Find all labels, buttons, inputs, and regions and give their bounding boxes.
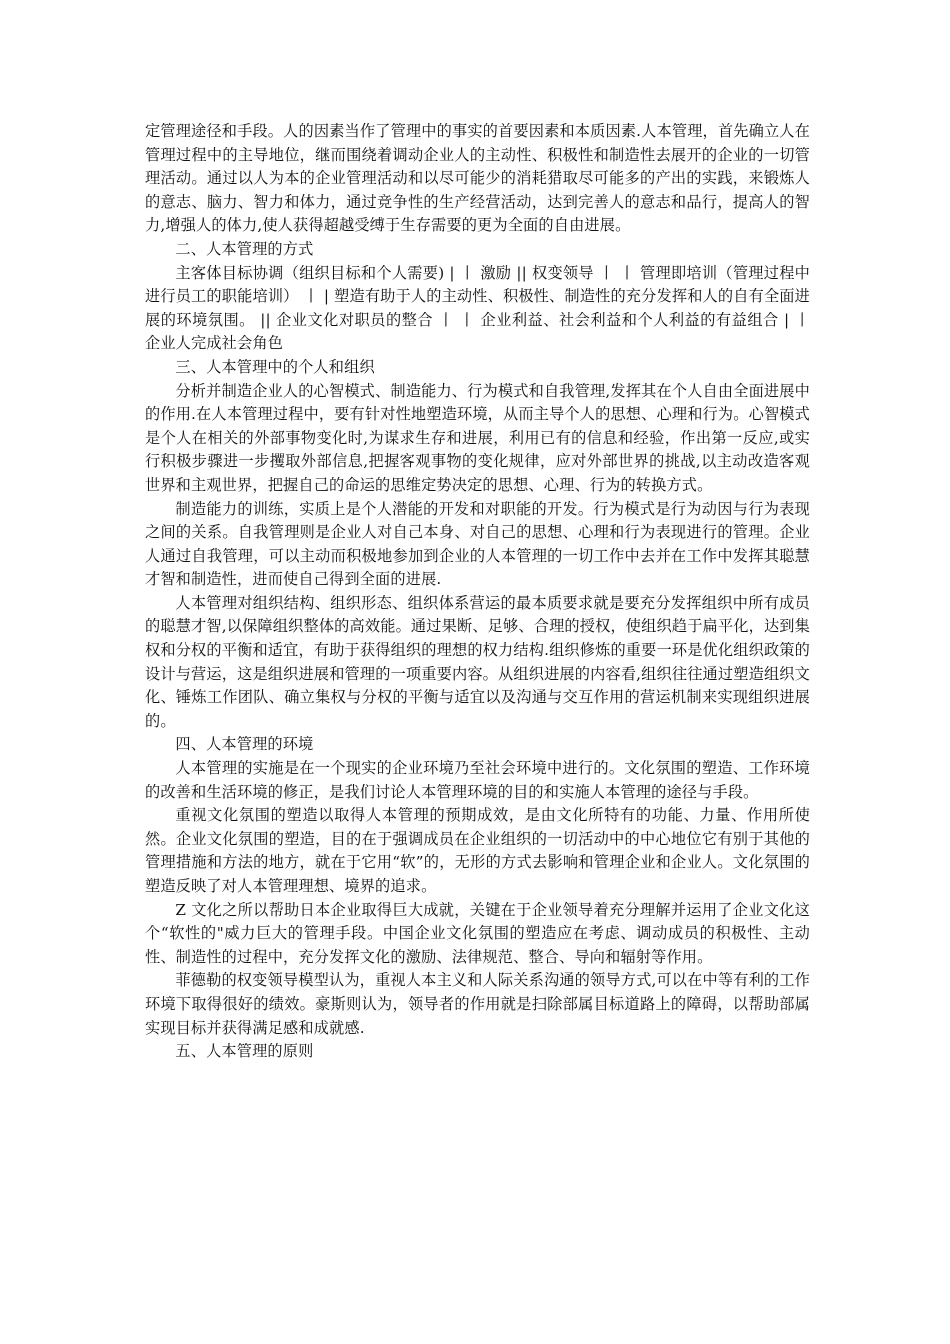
body-paragraph: 人本管理对组织结构、组织形态、组织体系营运的最本质要求就是要充分发挥组织中所有成员的聪慧才智,以保障组织整体的高效能。通过果断、足够、合理的授权，使组织趋于扁平化，达到集权和分权的平衡和适宜，有助于获得组织的理想的权力结构.组织修炼的重要一环是优化组织政策的设计与营运，这是组织进展和管理的一项重要内容。从组织进展的内容看,组织往往通过塑造组织文化、锤炼工作团队、确立集权与分权的平衡与适宜以及沟通与交互作用的营运机制来实现组织进展的。: [145, 593, 810, 730]
body-paragraph: 重视文化氛围的塑造以取得人本管理的预期成效，是由文化所特有的功能、力量、作用所使然。企业文化氛围的塑造，目的在于强调成员在企业组织的一切活动中的中心地位它有别于其他的管理措施和方法的地方，就在于它用“软”的，无形的方式去影响和管理企业和企业人。文化氛围的塑造反映了对人本管理理想、境界的追求。: [145, 806, 810, 895]
body-paragraph: 人本管理的实施是在一个现实的企业环境乃至社会环境中进行的。文化氛围的塑造、工作环境的改善和生活环境的修正，是我们讨论人本管理环境的目的和实施人本管理的途径与手段。: [145, 759, 810, 801]
section-heading: 四、人本管理的环境: [175, 735, 314, 754]
section-heading: 二、人本管理的方式: [175, 239, 314, 258]
body-paragraph: 定管理途径和手段。人的因素当作了管理中的事实的首要因素和本质因素.人本管理，首先确立人在管理过程中的主导地位，继而围绕着调动企业人的主动性、积极性和制造性去展开的企业的一切管理活动。通过以人为本的企业管理活动和以尽可能少的消耗猎取尽可能多的产出的实践，来锻炼人的意志、脑力、智力和体力，通过竞争性的生产经营活动，达到完善人的意志和品行，提高人的智力,增强人的体力,使人获得超越受缚于生存需要的更为全面的自由进展。: [145, 122, 810, 235]
body-paragraph: 菲德勒的权变领导模型认为，重视人本主义和人际关系沟通的领导方式,可以在中等有利的工作环境下取得很好的绩效。豪斯则认为，领导者的作用就是扫除部属目标道路上的障碍，以帮助部属实现目标并获得满足感和成就感.: [145, 971, 810, 1037]
document-body: [145, 120, 810, 1064]
body-paragraph: 主客体目标协调（组织目标和个人需要) | 丨 激励 || 权变领导 丨 丨 管理即培训（管理过程中进行员工的职能培训） 丨 | 塑造有助于人的主动性、积极性、制造性的充分发挥和人的自有全面进展的环境氛围。 || 企业文化对职员的整合 丨 丨 企业利益、社会利益和个人利益的有益组合 | 丨 企业人完成社会角色: [145, 263, 810, 353]
body-paragraph: 制造能力的训练，实质上是个人潜能的开发和对职能的开发。行为模式是行为动因与行为表现之间的关系。自我管理则是企业人对自己本身、对自己的思想、心理和行为表现进行的管理。企业人通过自我管理，可以主动而积极地参加到企业的人本管理的一切工作中去并在工作中发挥其聪慧才智和制造性，进而使自己得到全面的进展.: [145, 499, 810, 589]
section-heading: 五、人本管理的原则: [175, 1042, 314, 1061]
body-paragraph: Z 文化之所以帮助日本企业取得巨大成就，关键在于企业领导着充分理解并运用了企业文化这个“软性的"威力巨大的管理手段。中国企业文化氛围的塑造应在考虑、调动成员的积极性、主动性、制造性的过程中，充分发挥文化的激励、法律规范、整合、导向和辐射等作用。: [145, 900, 810, 966]
section-heading: 三、人本管理中的个人和组织: [175, 357, 375, 376]
body-paragraph: 分析并制造企业人的心智模式、制造能力、行为模式和自我管理,发挥其在个人自由全面进展中的作用.在人本管理过程中，要有针对性地塑造环境，从而主导个人的思想、心理和行为。心智模式是个人在相关的外部事物变化时,为谋求生存和进展，利用已有的信息和经验，作出第一反应,或实行积极步骤进一步攫取外部信息,把握客观事物的变化规律，应对外部世界的挑战,以主动改造客观世界和主观世界，把握自己的命运的思维定势决定的思想、心理、行为的转换方式。: [145, 381, 810, 494]
